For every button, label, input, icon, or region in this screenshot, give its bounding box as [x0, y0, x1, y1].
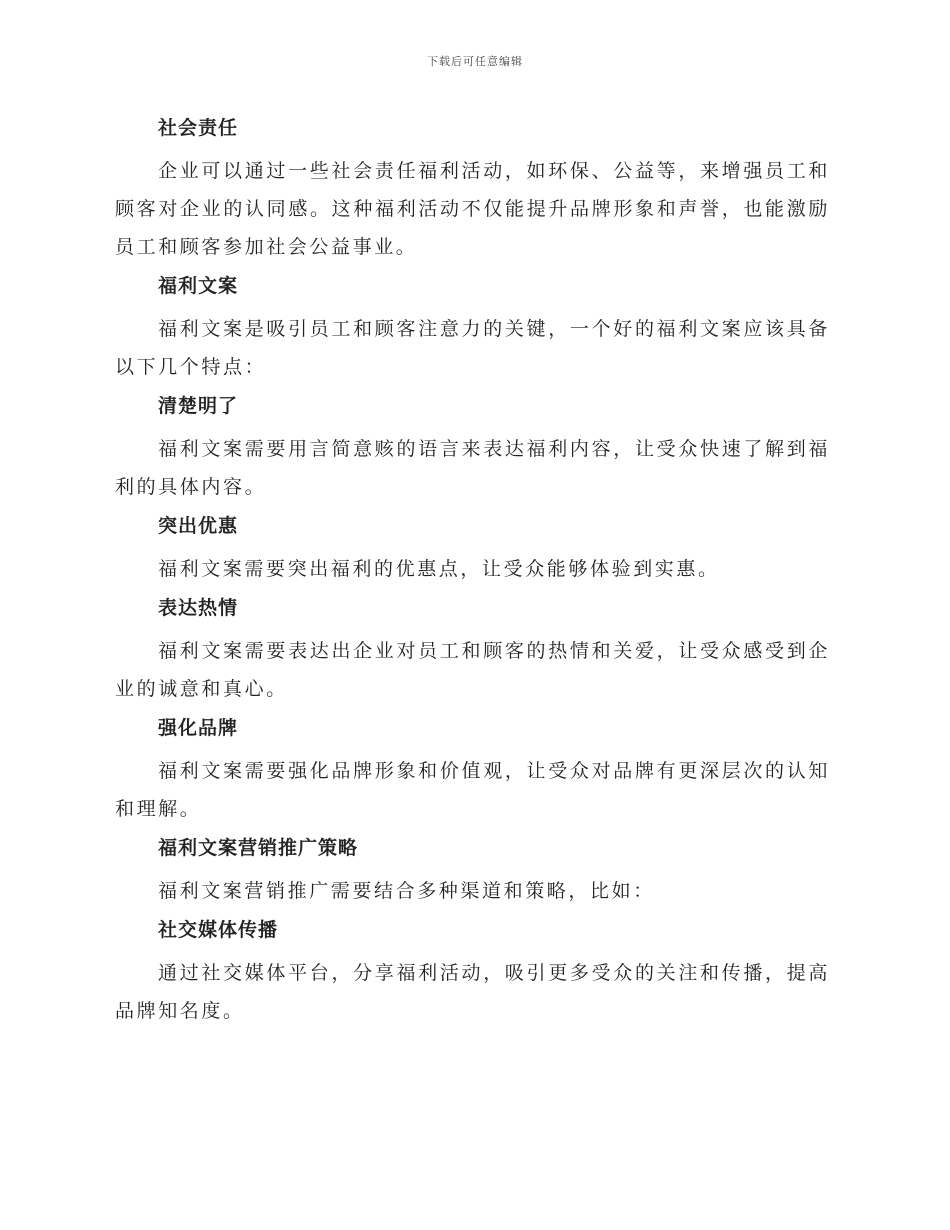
section-paragraph: 福利文案需要用言简意赅的语言来表达福利内容，让受众快速了解到福利的具体内容。 [115, 438, 830, 498]
section-heading: 社会责任 [158, 117, 239, 139]
section-express-enthusiasm [115, 594, 830, 708]
section-heading: 社交媒体传播 [158, 919, 279, 941]
section-social-responsibility [115, 114, 830, 266]
section-marketing-strategy [115, 834, 830, 910]
section-paragraph: 福利文案是吸引员工和顾客注意力的关键，一个好的福利文案应该具备以下几个特点： [115, 318, 830, 378]
section-clear [115, 392, 830, 506]
section-paragraph: 福利文案需要表达出企业对员工和顾客的热情和关爱，让受众感受到企业的诚意和真心。 [115, 640, 830, 700]
section-heading: 福利文案营销推广策略 [158, 837, 359, 859]
section-paragraph: 企业可以通过一些社会责任福利活动，如环保、公益等，来增强员工和顾客对企业的认同感。这种福利活动不仅能提升品牌形象和声誉，也能激励员工和顾客参加社会公益事业。 [115, 160, 830, 258]
document-body [115, 110, 830, 1036]
section-paragraph: 福利文案营销推广需要结合多种渠道和策略，比如： [158, 880, 655, 902]
section-heading: 强化品牌 [158, 717, 239, 739]
section-strengthen-brand [115, 714, 830, 828]
section-highlight-discount [115, 512, 830, 588]
section-heading: 突出优惠 [158, 515, 239, 537]
section-heading: 福利文案 [158, 275, 239, 297]
section-heading: 清楚明了 [158, 395, 239, 417]
section-paragraph: 通过社交媒体平台，分享福利活动，吸引更多受众的关注和传播，提高品牌知名度。 [115, 962, 830, 1022]
section-paragraph: 福利文案需要突出福利的优惠点，让受众能够体验到实惠。 [158, 558, 720, 580]
section-paragraph: 福利文案需要强化品牌形象和价值观，让受众对品牌有更深层次的认知和理解。 [115, 760, 830, 820]
page-header: 下载后可任意编辑 [427, 55, 523, 68]
section-social-media [115, 916, 830, 1030]
section-heading: 表达热情 [158, 597, 239, 619]
section-welfare-copy [115, 272, 830, 386]
